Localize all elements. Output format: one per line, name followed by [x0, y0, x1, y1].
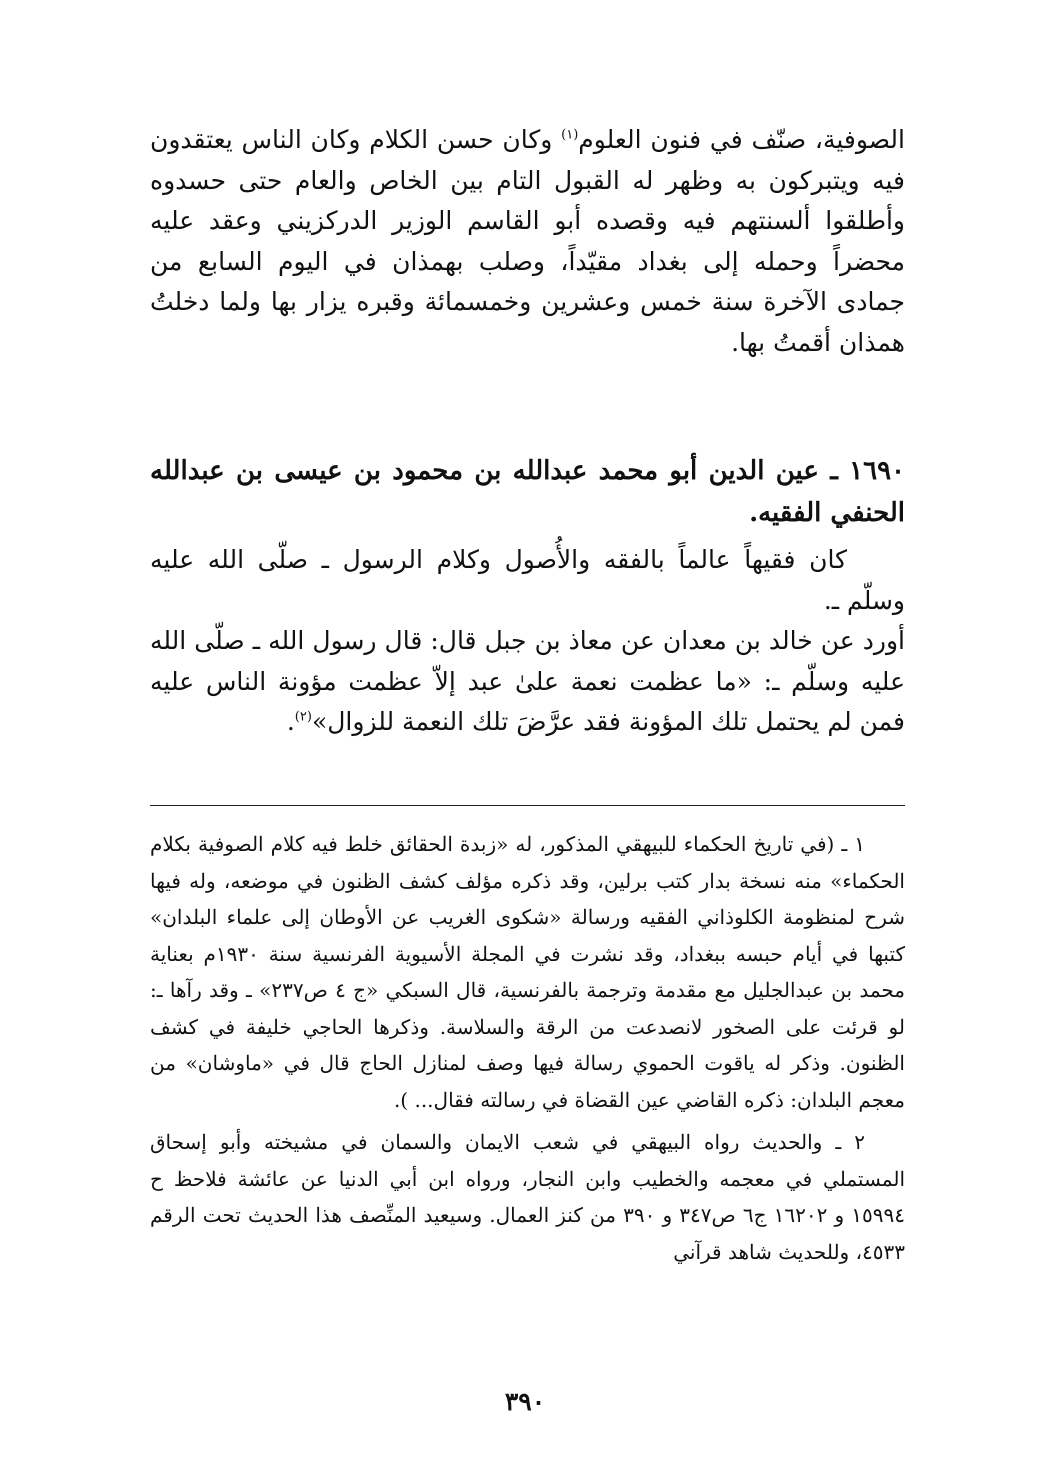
entry-body [150, 540, 905, 743]
footnote-ref-2[interactable]: (٢) [294, 709, 312, 725]
intro-paragraph [150, 120, 905, 363]
intro-text-end: وكان حسن الكلام وكان الناس يعتقدون فيه ويتبركون به وظهر له القبول التام بين الخاص والعام حتى حسدوه وأطلقوا ألسنتهم فيه وقصده أبو القاسم الوزير الدركزيني وعقد عليه محضراً وحمله إلى بغداد مقيّداً، وصلب بهمذان في اليوم السابع من جمادى الآخرة سنة خمس وعشرين وخمسمائة وقبره يزار بها ولما دخلتُ همذان أقمتُ بها. [150, 125, 905, 357]
entry-hadith [150, 621, 905, 743]
hadith-end: . [286, 707, 295, 736]
footnote-ref-1[interactable]: (١) [561, 127, 579, 143]
footnote-2: ٢ ـ والحديث رواه البيهقي في شعب الايمان والسمان في مشيخته وأبو إسحاق المستملي في معجمه والخطيب وابن النجار، ورواه ابن أبي الدنيا عن عائشة فلاحظ ح ١٥٩٩٤ و ١٦٢٠٢ ج٦ ص٣٤٧ و ٣٩٠ من كنز العمال. وسيعيد المنِّصف هذا الحديث تحت الرقم ٤٥٣٣، وللحديث شاهد قرآني [150, 1130, 905, 1264]
intro-text-start: الصوفية، صنّف في فنون العلوم [578, 125, 905, 154]
page-number: ٣٩٠ [504, 1387, 546, 1416]
entry-description: كان فقيهاً عالماً بالفقه والأُصول وكلام الرسول ـ صلّى الله عليه وسلّم ـ. [150, 545, 905, 615]
entry-heading: ١٦٩٠ ـ عين الدين أبو محمد عبدالله بن محمود بن عيسى بن عبدالله الحنفي الفقيه. [150, 456, 905, 528]
footnote-1: ١ ـ (في تاريخ الحكماء للبيهقي المذكور، له «زبدة الحقائق خلط فيه كلام الصوفية بكلام الحكماء» منه نسخة بدار كتب برلين، وقد ذكره مؤلف كشف الظنون في موضعه، وله فيها شرح لمنظومة الكلوذاني الفقيه ورسالة «شكوى الغريب عن الأوطان إلى علماء البلدان» كتبها في أيام حبسه ببغداد، وقد نشرت في المجلة الأسيوية الفرنسية سنة ١٩٣٠م بعناية محمد بن عبدالجليل مع مقدمة وترجمة بالفرنسية، قال السبكي «ج ٤ ص٢٣٧» ـ وقد رآها ـ: لو قرئت على الصخور لانصدعت من الرقة والسلاسة. وذكرها الحاجي خليفة في كشف الظنون. وذكر له ياقوت الحموي رسالة فيها وصف لمنازل الحاج قال في «ماوشان» من معجم البلدان: ذكره القاضي عين القضاة في رسالته فقال... ). [150, 832, 906, 1112]
intro-text-block [150, 120, 905, 363]
hadith-text: أورد عن خالد بن معدان عن معاذ بن جبل قال: قال رسول الله ـ صلّى الله عليه وسلّم ـ: «ما عظمت نعمة علىٰ عبد إلاّ عظمت مؤونة الناس عليه فمن لم يحتمل تلك المؤونة فقد عرَّضَ تلك النعمة للزوال» [150, 626, 905, 736]
footnotes-section [150, 826, 905, 1276]
footnote-divider [150, 805, 905, 806]
